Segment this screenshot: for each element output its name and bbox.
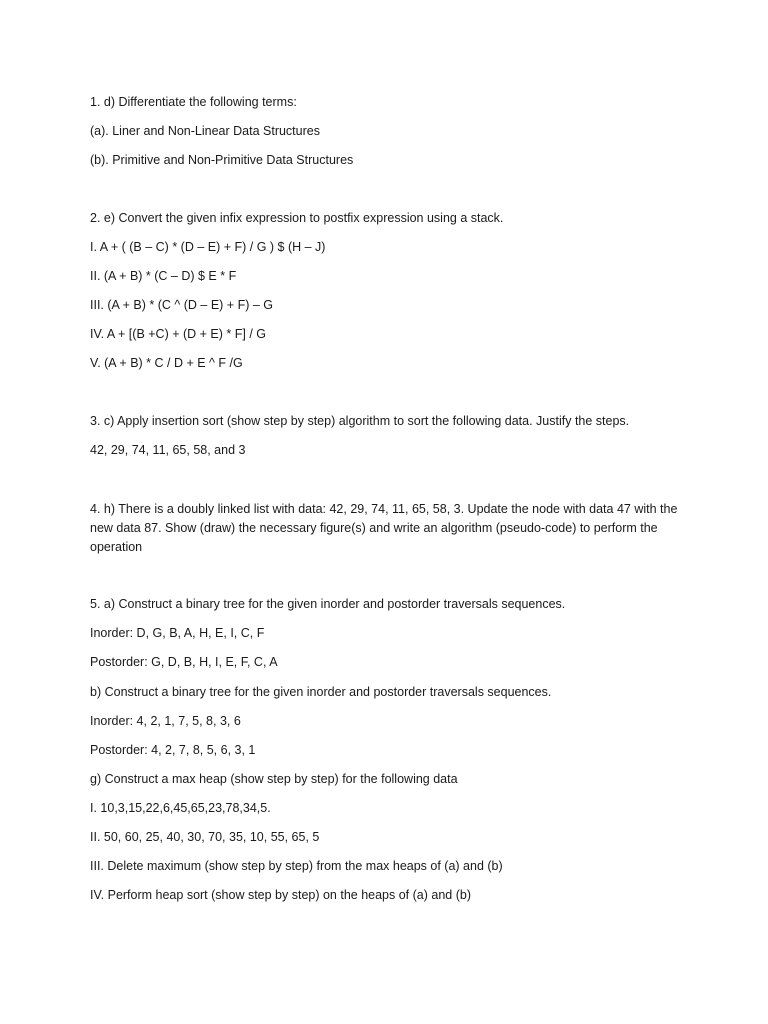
q5b-heading: b) Construct a binary tree for the given inorder and postorder traversals sequences. xyxy=(90,685,552,699)
q5g-item-4: IV. Perform heap sort (show step by step) on the heaps of (a) and (b) xyxy=(90,888,471,902)
q5a-postorder: Postorder: G, D, B, H, I, E, F, C, A xyxy=(90,655,278,669)
q2-item-4: IV. A + [(B +C) + (D + E) * F] / G xyxy=(90,327,266,341)
q5b-postorder: Postorder: 4, 2, 7, 8, 5, 6, 3, 1 xyxy=(90,743,256,757)
q4-text: 4. h) There is a doubly linked list with data: 42, 29, 74, 11, 65, 58, 3. Update the node with data 47 with the new data 87. Show (draw) the necessary figure(s) and write an algorithm (pseudo-code) to perform the operation xyxy=(90,502,678,554)
q1-item-a: (a). Liner and Non-Linear Data Structures xyxy=(90,124,320,138)
q2-heading: 2. e) Convert the given infix expression to postfix expression using a stack. xyxy=(90,211,504,225)
q5g-heading: g) Construct a max heap (show step by step) for the following data xyxy=(90,772,458,786)
q1-heading: 1. d) Differentiate the following terms: xyxy=(90,95,297,109)
q3-data: 42, 29, 74, 11, 65, 58, and 3 xyxy=(90,443,246,457)
q5a-inorder: Inorder: D, G, B, A, H, E, I, C, F xyxy=(90,626,265,640)
q2-item-1: I. A + ( (B – C) * (D – E) + F) / G ) $ (H – J) xyxy=(90,240,326,254)
q2-item-3: III. (A + B) * (C ^ (D – E) + F) – G xyxy=(90,298,273,312)
q5a-heading: 5. a) Construct a binary tree for the given inorder and postorder traversals sequences. xyxy=(90,597,566,611)
q2-item-5: V. (A + B) * C / D + E ^ F /G xyxy=(90,356,243,370)
q2-item-2: II. (A + B) * (C – D) $ E * F xyxy=(90,269,237,283)
q5g-item-1: I. 10,3,15,22,6,45,65,23,78,34,5. xyxy=(90,801,271,815)
q3-heading: 3. c) Apply insertion sort (show step by step) algorithm to sort the following data. Justify the steps. xyxy=(90,414,630,428)
q1-item-b: (b). Primitive and Non-Primitive Data Structures xyxy=(90,153,354,167)
q5g-item-2: II. 50, 60, 25, 40, 30, 70, 35, 10, 55, 65, 5 xyxy=(90,830,320,844)
q5b-inorder: Inorder: 4, 2, 1, 7, 5, 8, 3, 6 xyxy=(90,714,241,728)
q5g-item-3: III. Delete maximum (show step by step) from the max heaps of (a) and (b) xyxy=(90,859,503,873)
